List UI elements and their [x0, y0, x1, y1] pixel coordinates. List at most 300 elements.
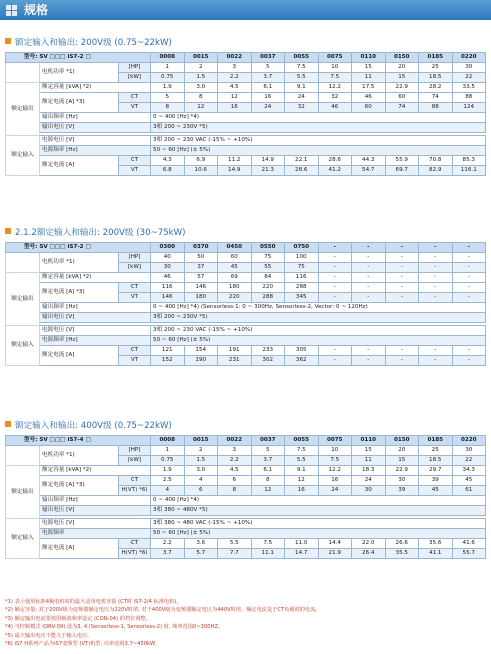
group-label: 额定输入 [6, 136, 40, 176]
value-cell: - [318, 293, 352, 303]
sub-label: H(VT) *6) [119, 486, 151, 496]
value-cell: 190 [184, 356, 218, 366]
value-cell: 22.9 [385, 83, 419, 93]
value-cell: 5.5 [285, 456, 319, 466]
value-cell: 8 [218, 486, 252, 496]
value-cell: 60 [352, 103, 386, 113]
model-code: 0110 [352, 53, 386, 63]
row-label: 电源频率 [Hz] [40, 146, 151, 156]
value-cell: - [385, 283, 419, 293]
value-cell: 10 [318, 446, 352, 456]
row-label: 输出频率 [Hz] [40, 113, 151, 123]
section-title-400v: 额定输入和输出: 400V级 (0.75~22kW) [5, 420, 172, 432]
value-cell: 15 [352, 63, 386, 73]
value-cell: 6 [218, 476, 252, 486]
value-cell: 22 [452, 456, 486, 466]
row-label: 额定电流 [A] *3) [40, 283, 119, 303]
value-cell: 231 [218, 356, 252, 366]
sub-label: CT [119, 93, 151, 103]
model-code: 0037 [251, 53, 285, 63]
row-label: 额定容量 [kVA] *2) [40, 466, 151, 476]
value-cell: 28.6 [285, 166, 319, 176]
model-code: 0220 [452, 436, 486, 446]
value-cell: 220 [218, 293, 252, 303]
value-cell: 4 [184, 476, 218, 486]
model-code: 0075 [318, 436, 352, 446]
footnote: *3) 额定输出电流要按照载波频率设定 (CON-04) 的档位调整。 [5, 615, 151, 622]
model-code: 0110 [352, 436, 386, 446]
value-cell: 55.9 [385, 156, 419, 166]
value-cell: - [352, 346, 386, 356]
value-cell: 152 [151, 356, 185, 366]
value-cell: 4.5 [218, 466, 252, 476]
value-cell: 7.5 [285, 63, 319, 73]
value-cell: - [385, 293, 419, 303]
value-cell: 11 [352, 456, 386, 466]
value-cell: 1.9 [151, 83, 185, 93]
orange-square-icon [5, 38, 11, 44]
model-code: - [452, 243, 486, 253]
sub-label: H(VT) *6) [119, 549, 151, 559]
value-cell: 40 [151, 253, 185, 263]
span-value: 0 ~ 400 [Hz] *4) [151, 496, 486, 506]
value-cell: 39 [385, 486, 419, 496]
value-cell: 30 [385, 476, 419, 486]
value-cell: - [318, 263, 352, 273]
value-cell: - [419, 263, 453, 273]
value-cell: 20 [385, 446, 419, 456]
value-cell: 37 [184, 263, 218, 273]
value-cell: 1.9 [151, 466, 185, 476]
model-code: 0015 [184, 53, 218, 63]
section-title-200v-large: 2.1.2额定输入和输出: 200V级 (30~75kW) [5, 227, 186, 239]
value-cell: - [452, 293, 486, 303]
value-cell: 6.8 [151, 166, 185, 176]
value-cell: 5.7 [184, 549, 218, 559]
sub-label: CT [119, 346, 151, 356]
span-value: 3相 200 ~ 230V *5) [151, 123, 486, 133]
value-cell: 2.2 [218, 73, 252, 83]
model-code: 0550 [251, 243, 285, 253]
value-cell: 146 [184, 283, 218, 293]
value-cell: 22.0 [352, 539, 386, 549]
value-cell: 5 [251, 63, 285, 73]
value-cell: 3.7 [251, 73, 285, 83]
value-cell: 16 [251, 93, 285, 103]
value-cell: 22.9 [385, 466, 419, 476]
value-cell: 22 [452, 73, 486, 83]
value-cell: - [352, 253, 386, 263]
value-cell: 6 [184, 486, 218, 496]
value-cell: 15 [385, 456, 419, 466]
value-cell: 16 [218, 103, 252, 113]
value-cell: - [419, 273, 453, 283]
value-cell: 7.5 [251, 539, 285, 549]
value-cell: 25 [419, 446, 453, 456]
row-label: 额定容量 [kVA] *2) [40, 83, 151, 93]
value-cell: 75 [285, 263, 319, 273]
group-label: 额定输出 [6, 83, 40, 136]
value-cell: 18.3 [352, 466, 386, 476]
value-cell: - [452, 356, 486, 366]
value-cell: 41.1 [419, 549, 453, 559]
value-cell: 35.6 [419, 539, 453, 549]
value-cell: 11.1 [251, 549, 285, 559]
value-cell: 75 [251, 253, 285, 263]
value-cell: 7.5 [285, 446, 319, 456]
value-cell: 12 [218, 93, 252, 103]
value-cell: 2.5 [151, 476, 185, 486]
row-label: 额定容量 [kVA] *2) [40, 273, 151, 283]
row-label: 电源电压 [V] [40, 519, 151, 529]
value-cell: 69.7 [385, 166, 419, 176]
value-cell: - [452, 263, 486, 273]
value-cell: 6.1 [251, 83, 285, 93]
value-cell: 74 [385, 103, 419, 113]
value-cell: 3 [218, 63, 252, 73]
value-cell: 60 [218, 253, 252, 263]
row-label: 电源频率 [40, 529, 151, 539]
model-code: 0055 [285, 436, 319, 446]
sub-label: VT [119, 356, 151, 366]
unit-cell: [HP] [119, 446, 151, 456]
group-label: 额定输入 [6, 326, 40, 366]
row-label: 额定电流 [A] *3) [40, 476, 119, 496]
value-cell: 45 [419, 486, 453, 496]
value-cell: 4 [151, 486, 185, 496]
sub-label: VT [119, 103, 151, 113]
sub-label: CT [119, 156, 151, 166]
value-cell: 24 [318, 486, 352, 496]
value-cell: 3 [218, 446, 252, 456]
value-cell: - [318, 356, 352, 366]
value-cell: 39 [419, 476, 453, 486]
value-cell: 2 [184, 446, 218, 456]
value-cell: 8 [251, 476, 285, 486]
model-code: 0022 [218, 53, 252, 63]
footnote: *2) 额定容量: 对于200V级为变频器额定电压为220V时值, 对于400V级为变频器额定电压为440V时值。额定电流是于CT负载时的电流。 [5, 607, 321, 614]
value-cell: 2.2 [151, 539, 185, 549]
section-title-200v-small: 额定输入和输出: 200V级 (0.75~22kW) [5, 37, 172, 49]
value-cell: - [318, 346, 352, 356]
value-cell: - [385, 253, 419, 263]
value-cell: 46 [151, 273, 185, 283]
model-code: 0370 [184, 243, 218, 253]
value-cell: 154 [184, 346, 218, 356]
model-code: 0450 [218, 243, 252, 253]
value-cell: 15 [352, 446, 386, 456]
value-cell: 22.1 [285, 156, 319, 166]
value-cell: 146 [151, 293, 185, 303]
value-cell: 30 [452, 446, 486, 456]
value-cell: - [452, 253, 486, 263]
value-cell: 116 [151, 283, 185, 293]
value-cell: 288 [251, 293, 285, 303]
value-cell: 17.5 [352, 83, 386, 93]
sub-label: VT [119, 293, 151, 303]
value-cell: 11.2 [218, 156, 252, 166]
value-cell: 1.5 [184, 73, 218, 83]
value-cell: 41.6 [452, 539, 486, 549]
value-cell: 69 [218, 273, 252, 283]
value-cell: 60 [385, 93, 419, 103]
value-cell: 12.2 [318, 466, 352, 476]
value-cell: 12 [285, 476, 319, 486]
value-cell: 57 [184, 273, 218, 283]
value-cell: 55 [251, 263, 285, 273]
value-cell: 44.3 [352, 156, 386, 166]
value-cell: 12.2 [318, 83, 352, 93]
value-cell: 345 [285, 293, 319, 303]
value-cell: - [352, 293, 386, 303]
value-cell: 74 [419, 93, 453, 103]
value-cell: - [352, 356, 386, 366]
row-label: 电源电压 [V] [40, 326, 151, 336]
value-cell: 8 [184, 93, 218, 103]
value-cell: 3.0 [184, 466, 218, 476]
page-header [0, 0, 491, 20]
span-value: 50 ~ 60 [Hz] (± 5%) [151, 529, 486, 539]
value-cell: 85.3 [452, 156, 486, 166]
value-cell: - [452, 273, 486, 283]
row-label: 输出频率 [Hz] [40, 496, 151, 506]
value-cell: 100 [285, 253, 319, 263]
value-cell: 5.5 [285, 73, 319, 83]
value-cell: 16 [285, 486, 319, 496]
value-cell: - [385, 346, 419, 356]
value-cell: 124 [452, 103, 486, 113]
value-cell: 288 [285, 283, 319, 293]
value-cell: 12 [184, 103, 218, 113]
value-cell: 46 [318, 103, 352, 113]
sub-label: VT [119, 166, 151, 176]
value-cell: 1.5 [184, 456, 218, 466]
model-code: 0008 [151, 436, 185, 446]
unit-cell: [kW] [119, 456, 151, 466]
value-cell: - [352, 263, 386, 273]
model-code: 0300 [151, 243, 185, 253]
spec-table-200v-large [5, 242, 486, 366]
value-cell: 32 [285, 103, 319, 113]
value-cell: - [318, 273, 352, 283]
value-cell: 28.6 [318, 156, 352, 166]
value-cell: 305 [285, 346, 319, 356]
unit-cell: [HP] [119, 63, 151, 73]
value-cell: 9.1 [285, 466, 319, 476]
value-cell: 14.9 [218, 166, 252, 176]
value-cell: 84 [251, 273, 285, 283]
value-cell: 233 [251, 346, 285, 356]
row-label: 电机功率 *1) [40, 446, 119, 466]
value-cell: 302 [251, 356, 285, 366]
row-label: 额定电流 [A] *3) [40, 93, 119, 113]
unit-cell: [kW] [119, 73, 151, 83]
value-cell: 6.9 [184, 156, 218, 166]
value-cell: 54.7 [352, 166, 386, 176]
row-label: 额定电流 [A] [40, 346, 119, 366]
row-label: 电机功率 *1) [40, 253, 119, 273]
value-cell: - [419, 356, 453, 366]
footnotes [5, 598, 485, 648]
group-label: 额定输出 [6, 273, 40, 326]
value-cell: 45 [452, 476, 486, 486]
model-code: 0015 [184, 436, 218, 446]
value-cell: 14.4 [318, 539, 352, 549]
row-label: 输出电压 [V] [40, 506, 151, 516]
value-cell: 5 [251, 446, 285, 456]
model-code: 0055 [285, 53, 319, 63]
value-cell: 7.5 [318, 73, 352, 83]
value-cell: 33.5 [452, 83, 486, 93]
footnote: *6) iS7 H系列产品为iS7变频型 (VT)机型, 功率范围3.7~450kW。 [5, 641, 161, 648]
value-cell: 12 [251, 486, 285, 496]
value-cell: 25 [419, 63, 453, 73]
value-cell: 0.75 [151, 456, 185, 466]
value-cell: 220 [251, 283, 285, 293]
value-cell: 180 [218, 283, 252, 293]
span-value: 3相 380 ~ 480 VAC (-15% ~ +10%) [151, 519, 486, 529]
value-cell: 121 [151, 346, 185, 356]
span-value: 50 ~ 60 [Hz] (± 5%) [151, 146, 486, 156]
value-cell: 362 [285, 356, 319, 366]
value-cell: 26.6 [385, 539, 419, 549]
value-cell: 4.5 [218, 83, 252, 93]
value-cell: 5.5 [218, 539, 252, 549]
value-cell: 1 [151, 446, 185, 456]
grid-icon [6, 5, 17, 16]
value-cell: - [452, 346, 486, 356]
value-cell: 10 [318, 63, 352, 73]
value-cell: - [318, 253, 352, 263]
orange-square-icon [5, 228, 11, 234]
value-cell: 30 [352, 486, 386, 496]
unit-cell: [HP] [119, 253, 151, 263]
value-cell: - [452, 283, 486, 293]
value-cell: 26.4 [352, 549, 386, 559]
value-cell: 30 [452, 63, 486, 73]
value-cell: 30 [151, 263, 185, 273]
value-cell: - [419, 283, 453, 293]
span-value: 50 ~ 60 [Hz] (± 5%) [151, 336, 486, 346]
span-value: 3相 380 ~ 480V *5) [151, 506, 486, 516]
row-label: 输出电压 [V] [40, 313, 151, 323]
value-cell: 7.7 [218, 549, 252, 559]
value-cell: - [385, 273, 419, 283]
value-cell: 55.7 [452, 549, 486, 559]
value-cell: 16 [318, 476, 352, 486]
value-cell: 15 [385, 73, 419, 83]
row-label: 输出频率 [Hz] [40, 303, 151, 313]
value-cell: 20 [385, 63, 419, 73]
model-code: 0037 [251, 436, 285, 446]
unit-cell: [kW] [119, 263, 151, 273]
value-cell: - [419, 293, 453, 303]
sub-label: CT [119, 283, 151, 293]
value-cell: 28.2 [419, 83, 453, 93]
value-cell: 21.9 [318, 549, 352, 559]
footnote: *1) 表示使用标准4极电机时的最大适用电机容量 (CT时 iS7-2/4 标准电机)。 [5, 599, 182, 605]
page-title: 规格 [24, 3, 49, 17]
value-cell: 9.1 [285, 83, 319, 93]
model-cell: 型号: SV □□□ iS7-2 □ [6, 243, 151, 253]
spec-table-200v-small [5, 52, 486, 176]
model-code: - [385, 243, 419, 253]
spec-table-400v [5, 435, 486, 559]
value-cell: 61 [452, 486, 486, 496]
value-cell: 41.2 [318, 166, 352, 176]
span-value: 0 ~ 400 [Hz] *4) [151, 113, 486, 123]
value-cell: - [385, 356, 419, 366]
value-cell: 180 [184, 293, 218, 303]
value-cell: 88 [452, 93, 486, 103]
value-cell: 24 [251, 103, 285, 113]
value-cell: 88 [419, 103, 453, 113]
value-cell: 21.3 [251, 166, 285, 176]
sub-label: CT [119, 539, 151, 549]
value-cell: 2 [184, 63, 218, 73]
sub-label: CT [119, 476, 151, 486]
value-cell: 18.5 [419, 73, 453, 83]
value-cell: - [352, 283, 386, 293]
span-value: 3相 200 ~ 230 VAC (-15% ~ +10%) [151, 136, 486, 146]
value-cell: 116.1 [452, 166, 486, 176]
value-cell: 0.75 [151, 73, 185, 83]
value-cell: - [318, 283, 352, 293]
model-code: - [318, 243, 352, 253]
model-code: - [352, 243, 386, 253]
value-cell: 46 [352, 93, 386, 103]
span-value: 3相 200 ~ 230V *5) [151, 313, 486, 323]
value-cell: 116 [285, 273, 319, 283]
row-label: 电机功率 *1) [40, 63, 119, 83]
model-code: 0150 [385, 53, 419, 63]
value-cell: 50 [184, 253, 218, 263]
model-code: 0750 [285, 243, 319, 253]
value-cell: 14.7 [285, 549, 319, 559]
footnote: *5) 最大输出电压不能大于输入电压。 [5, 632, 93, 639]
row-label: 额定电流 [A] [40, 539, 119, 559]
row-label: 额定电流 [A] [40, 156, 119, 176]
value-cell: 1 [151, 63, 185, 73]
value-cell: 29.7 [419, 466, 453, 476]
value-cell: - [385, 263, 419, 273]
value-cell: 3.6 [184, 539, 218, 549]
value-cell: - [352, 273, 386, 283]
value-cell: - [419, 253, 453, 263]
value-cell: 191 [218, 346, 252, 356]
value-cell: - [419, 346, 453, 356]
model-code: 0075 [318, 53, 352, 63]
group-label: 额定输入 [6, 519, 40, 559]
model-code: 0185 [419, 53, 453, 63]
model-code: 0008 [151, 53, 185, 63]
model-code: 0022 [218, 436, 252, 446]
footnote: *4) 当控制模式 (DRV-09) 设为3, 4 (Sensorless-1, Sensorless-2) 时, 频率范围0~300HZ。 [5, 624, 224, 631]
span-value: 0 ~ 400 [Hz] *4) (Sensorless-1: 0 ~ 300Hz, Sensorless-2, Vector: 0 ~ 120Hz) [151, 303, 486, 313]
value-cell: 18.5 [419, 456, 453, 466]
value-cell: 24 [285, 93, 319, 103]
model-code: 0185 [419, 436, 453, 446]
model-cell: 型号: SV □□□ iS7-4 □ [6, 436, 151, 446]
value-cell: 10.6 [184, 166, 218, 176]
value-cell: 3.7 [251, 456, 285, 466]
orange-square-icon [5, 421, 11, 427]
model-code: 0150 [385, 436, 419, 446]
value-cell: 11.0 [285, 539, 319, 549]
value-cell: 3.0 [184, 83, 218, 93]
value-cell: 34.3 [452, 466, 486, 476]
value-cell: 14.9 [251, 156, 285, 166]
